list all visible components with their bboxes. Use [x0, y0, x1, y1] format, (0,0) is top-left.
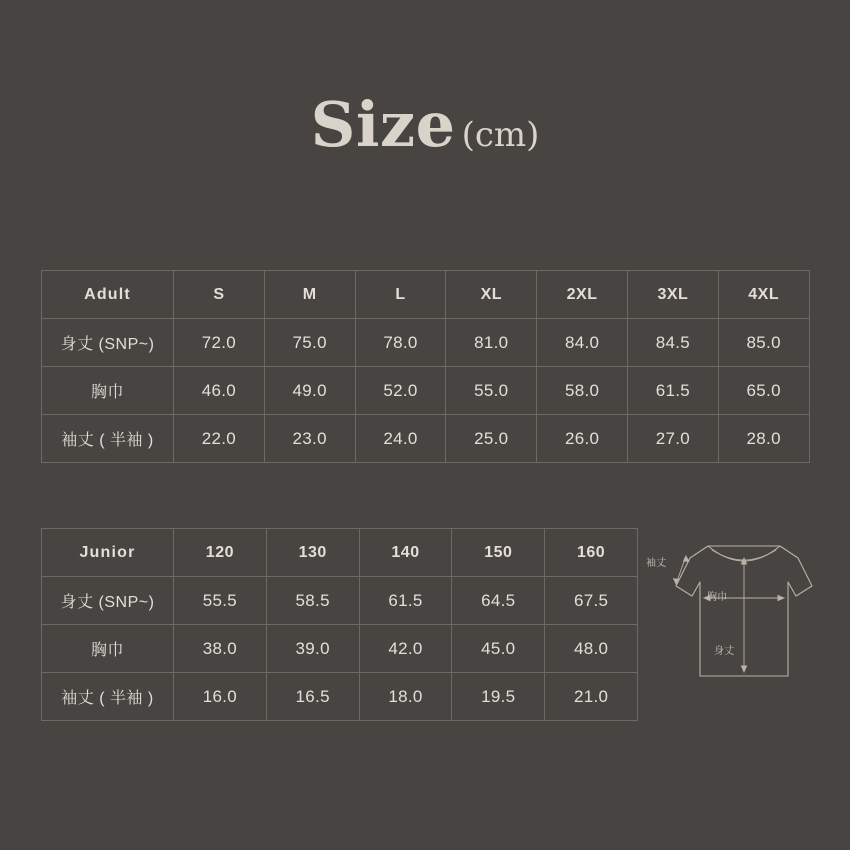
table-row — [42, 577, 638, 625]
adult-cell: 65.0 — [718, 367, 809, 415]
adult-cell: 52.0 — [355, 367, 446, 415]
junior-cell: 38.0 — [174, 625, 267, 673]
junior-cell: 19.5 — [452, 673, 545, 721]
adult-cell: 46.0 — [174, 367, 265, 415]
adult-cell: 85.0 — [718, 319, 809, 367]
adult-cell: 58.0 — [537, 367, 628, 415]
tshirt-outline-icon — [646, 524, 842, 724]
table-row — [42, 367, 810, 415]
adult-cell: 27.0 — [627, 415, 718, 463]
shirt-measurement-diagram — [646, 524, 842, 724]
page-title — [0, 88, 850, 161]
junior-column-header: 160 — [545, 529, 638, 577]
junior-cell: 45.0 — [452, 625, 545, 673]
junior-cell: 58.5 — [266, 577, 359, 625]
junior-cell: 16.0 — [174, 673, 267, 721]
adult-row-label: 胸巾 — [42, 367, 174, 415]
adult-cell: 49.0 — [264, 367, 355, 415]
adult-cell: 26.0 — [537, 415, 628, 463]
junior-cell: 61.5 — [359, 577, 452, 625]
adult-column-header: 2XL — [537, 271, 628, 319]
adult-cell: 75.0 — [264, 319, 355, 367]
diagram-body-label: 身丈 — [714, 646, 735, 657]
adult-cell: 84.5 — [627, 319, 718, 367]
adult-cell: 22.0 — [174, 415, 265, 463]
adult-row-label: 身丈 (SNP~) — [42, 319, 174, 367]
junior-cell: 39.0 — [266, 625, 359, 673]
table-header-row — [42, 271, 810, 319]
adult-size-table — [41, 270, 810, 463]
junior-column-header: 130 — [266, 529, 359, 577]
table-row — [42, 673, 638, 721]
adult-cell: 61.5 — [627, 367, 718, 415]
diagram-chest-label: 胸巾 — [707, 592, 728, 603]
table-row — [42, 625, 638, 673]
junior-table-corner: Junior — [42, 529, 174, 577]
junior-row-label: 身丈 (SNP~) — [42, 577, 174, 625]
adult-column-header: 3XL — [627, 271, 718, 319]
junior-row-label: 胸巾 — [42, 625, 174, 673]
junior-cell: 48.0 — [545, 625, 638, 673]
junior-column-header: 150 — [452, 529, 545, 577]
adult-cell: 72.0 — [174, 319, 265, 367]
adult-cell: 28.0 — [718, 415, 809, 463]
page-title-unit: (cm) — [461, 115, 540, 155]
page-title-main: Size — [310, 88, 456, 161]
adult-cell: 25.0 — [446, 415, 537, 463]
junior-cell: 55.5 — [174, 577, 267, 625]
junior-cell: 42.0 — [359, 625, 452, 673]
adult-cell: 24.0 — [355, 415, 446, 463]
adult-column-header: M — [264, 271, 355, 319]
adult-cell: 23.0 — [264, 415, 355, 463]
adult-cell: 81.0 — [446, 319, 537, 367]
adult-cell: 84.0 — [537, 319, 628, 367]
junior-cell: 64.5 — [452, 577, 545, 625]
junior-size-table — [41, 528, 638, 721]
adult-row-label: 袖丈 ( 半袖 ) — [42, 415, 174, 463]
adult-column-header: L — [355, 271, 446, 319]
adult-cell: 55.0 — [446, 367, 537, 415]
junior-cell: 21.0 — [545, 673, 638, 721]
junior-column-header: 140 — [359, 529, 452, 577]
table-row — [42, 319, 810, 367]
junior-cell: 16.5 — [266, 673, 359, 721]
adult-column-header: 4XL — [718, 271, 809, 319]
adult-table-corner: Adult — [42, 271, 174, 319]
table-row — [42, 415, 810, 463]
junior-row-label: 袖丈 ( 半袖 ) — [42, 673, 174, 721]
junior-cell: 67.5 — [545, 577, 638, 625]
junior-column-header: 120 — [174, 529, 267, 577]
adult-cell: 78.0 — [355, 319, 446, 367]
adult-column-header: XL — [446, 271, 537, 319]
table-header-row — [42, 529, 638, 577]
diagram-sleeve-label: 袖丈 — [646, 558, 667, 569]
junior-cell: 18.0 — [359, 673, 452, 721]
adult-column-header: S — [174, 271, 265, 319]
